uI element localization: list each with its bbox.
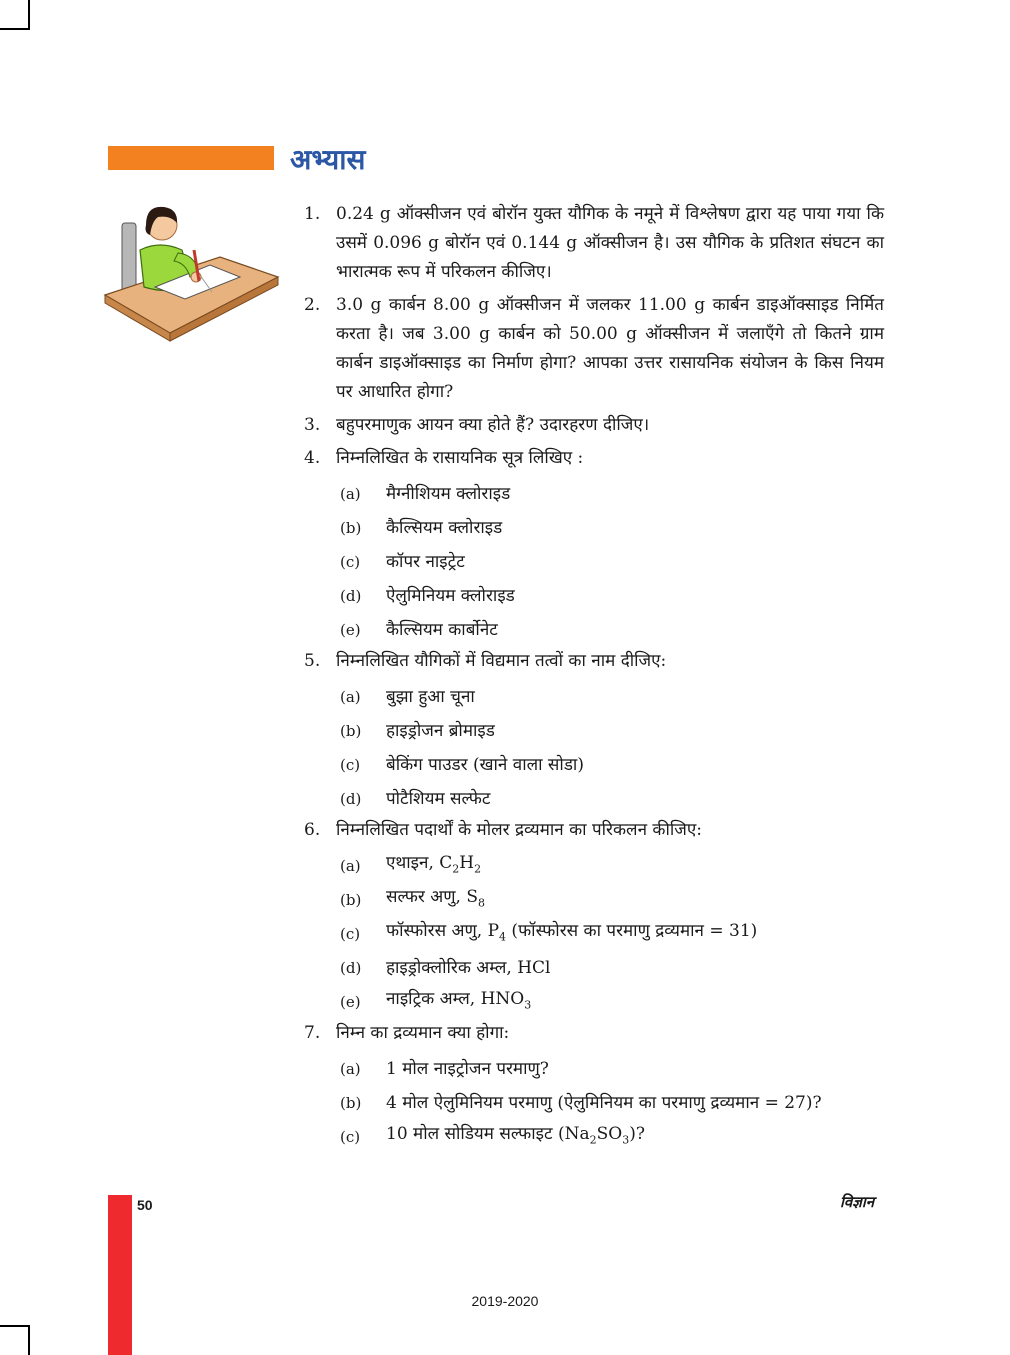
sub-question-text: [386, 985, 531, 1019]
sub-question-label: (d): [340, 958, 362, 977]
sub-question-item: [340, 985, 884, 1019]
question-text: निम्न का द्रव्यमान क्या होगा:: [336, 1023, 510, 1043]
sub-question-item: [340, 1086, 884, 1120]
sub-question-label: (c): [340, 755, 361, 774]
formula-subscript: 8: [478, 896, 485, 910]
sub-question-main-text: फॉस्फोरस अणु,: [386, 920, 488, 941]
question-number: 3.: [304, 415, 321, 435]
question-item: [304, 411, 884, 440]
formula-subscript: 2: [452, 862, 460, 876]
sub-question-item: [340, 511, 884, 545]
sub-question-main-text: हाइड्रोजन ब्रोमाइड: [386, 720, 495, 741]
sub-question-item: [340, 613, 884, 647]
sub-question-text: [386, 849, 481, 883]
header-accent-bar: [108, 146, 274, 170]
sub-question-item: [340, 917, 884, 951]
sub-question-text: [386, 1089, 822, 1118]
question-number: 7.: [304, 1023, 321, 1043]
sub-question-main-text: कैल्सियम कार्बोनेट: [386, 619, 498, 640]
sub-question-item: [340, 579, 884, 613]
formula-symbol: S: [466, 886, 478, 907]
sub-question-item: [340, 849, 884, 883]
sub-question-item: [340, 1120, 884, 1154]
girl-writing-illustration: [100, 195, 280, 345]
sub-question-label: (d): [340, 789, 362, 808]
sub-question-item: [340, 951, 884, 985]
sub-question-item: [340, 680, 884, 714]
question-text: निम्नलिखित के रासायनिक सूत्र लिखिए :: [336, 448, 584, 468]
sub-question-main-text: बुझा हुआ चूना: [386, 686, 475, 707]
question-number: 6.: [304, 820, 321, 840]
question-item: [304, 647, 884, 676]
sub-question-item: [340, 545, 884, 579]
question-item: [304, 200, 884, 287]
sub-question-trailing-text: )?: [629, 1123, 645, 1144]
book-title: विज्ञान: [840, 1193, 875, 1211]
sub-question-main-text: पोटैशियम सल्फेट: [386, 788, 491, 809]
sub-question-list: [340, 477, 884, 647]
edition-year: 2019-2020: [471, 1293, 539, 1309]
sub-question-text: [386, 616, 498, 645]
footer-accent-bar: [108, 1195, 132, 1355]
crop-mark: [0, 28, 30, 30]
sub-question-item: [340, 883, 884, 917]
question-text: निम्नलिखित यौगिकों में विद्यमान तत्वों का नाम दीजिए:: [336, 651, 667, 671]
exercise-list: [304, 200, 884, 1154]
formula-subscript: 3: [524, 998, 532, 1012]
sub-question-text: [386, 785, 490, 814]
sub-question-main-text: सल्फर अणु,: [386, 886, 467, 907]
sub-question-label: (a): [340, 1059, 361, 1078]
sub-question-label: (b): [340, 518, 362, 537]
crop-mark: [0, 1325, 30, 1327]
question-text: 3.0 g कार्बन 8.00 g ऑक्सीजन में जलकर 11.00 g कार्बन डाइऑक्साइड निर्मित करता है। जब 3.00 g कार्बन को 50.00 g ऑक्सीजन में जलाएँगे तो कितने ग्राम कार्बन डाइऑक्साइड का निर्माण होगा? आपका उत्तर रासायनिक संयोजन के किस नियम पर आधारित होगा?: [336, 295, 884, 402]
sub-question-text: [386, 1120, 645, 1154]
formula-symbol: HNO: [480, 988, 525, 1009]
sub-question-label: (b): [340, 721, 362, 740]
question-item: [304, 1019, 884, 1048]
sub-question-label: (e): [340, 620, 361, 639]
question-item: [304, 291, 884, 407]
sub-question-text: [386, 717, 495, 746]
page-title: अभ्यास: [290, 143, 366, 176]
sub-question-list: [340, 849, 884, 1019]
sub-question-text: [386, 582, 515, 611]
sub-question-label: (b): [340, 890, 362, 909]
sub-question-main-text: नाइट्रिक अम्ल,: [386, 988, 481, 1009]
sub-question-label: (c): [340, 1127, 361, 1146]
formula-subscript: 4: [499, 930, 507, 944]
sub-question-item: [340, 748, 884, 782]
sub-question-label: (c): [340, 552, 361, 571]
question-text: निम्नलिखित पदार्थों के मोलर द्रव्यमान का परिकलन कीजिए:: [336, 820, 703, 840]
sub-question-main-text: कॉपर नाइट्रेट: [386, 551, 465, 572]
sub-question-label: (d): [340, 586, 362, 605]
sub-question-main-text: एथाइन,: [386, 852, 440, 873]
sub-question-label: (c): [340, 924, 361, 943]
chemical-formula: [564, 1123, 630, 1147]
sub-question-item: [340, 1052, 884, 1086]
formula-subscript: 2: [589, 1133, 597, 1147]
sub-question-label: (a): [340, 687, 361, 706]
question-number: 1.: [304, 204, 321, 224]
formula-symbol: P: [487, 920, 500, 941]
chemical-formula: [487, 920, 507, 944]
sub-question-item: [340, 782, 884, 816]
question-number: 2.: [304, 295, 321, 315]
question-text: बहुपरमाणुक आयन क्या होते हैं? उदारहरण दीजिए।: [336, 415, 650, 435]
formula-subscript: 2: [474, 862, 482, 876]
question-item: [304, 444, 884, 473]
sub-question-item: [340, 477, 884, 511]
sub-question-text: [386, 480, 510, 509]
page-number: 50: [137, 1197, 153, 1213]
sub-question-main-text: मैग्नीशियम क्लोराइड: [386, 483, 511, 504]
formula-symbol: C: [439, 852, 453, 873]
formula-symbol: SO: [596, 1123, 623, 1144]
sub-question-main-text: 10 मोल सोडियम सल्फाइट (: [386, 1123, 565, 1144]
sub-question-trailing-text: (फॉस्फोरस का परमाणु द्रव्यमान = 31): [506, 920, 758, 941]
chemical-formula: [480, 988, 532, 1012]
sub-question-list: [340, 1052, 884, 1154]
chemical-formula: [466, 886, 485, 910]
crop-mark: [28, 0, 30, 30]
question-number: 5.: [304, 651, 321, 671]
sub-question-list: [340, 680, 884, 816]
sub-question-item: [340, 714, 884, 748]
question-text: 0.24 g ऑक्सीजन एवं बोरॉन युक्त यौगिक के नमूने में विश्लेषण द्वारा यह पाया गया कि उसमें 0.096 g बोरॉन एवं 0.144 g ऑक्सीजन है। उस यौगिक के प्रतिशत संघटन का भारात्मक रूप में परिकलन कीजिए।: [336, 204, 884, 282]
crop-mark: [28, 1325, 30, 1355]
sub-question-main-text: 1 मोल नाइट्रोजन परमाणु?: [386, 1058, 549, 1079]
sub-question-text: [386, 954, 551, 983]
sub-question-text: [386, 751, 584, 780]
sub-question-label: (a): [340, 484, 361, 503]
sub-question-main-text: ऐलुमिनियम क्लोराइड: [386, 585, 515, 606]
formula-symbol: Na: [564, 1123, 590, 1144]
sub-question-text: [386, 917, 757, 951]
sub-question-text: [386, 883, 485, 917]
question-number: 4.: [304, 448, 321, 468]
sub-question-text: [386, 548, 465, 577]
chemical-formula: [439, 852, 482, 876]
sub-question-text: [386, 1055, 549, 1084]
formula-subscript: 3: [622, 1133, 630, 1147]
sub-question-label: (a): [340, 856, 361, 875]
sub-question-main-text: 4 मोल ऐलुमिनियम परमाणु (ऐलुमिनियम का परमाणु द्रव्यमान = 27)?: [386, 1092, 822, 1113]
sub-question-label: (b): [340, 1093, 362, 1112]
sub-question-main-text: बेकिंग पाउडर (खाने वाला सोडा): [386, 754, 584, 775]
formula-symbol: H: [459, 852, 475, 873]
sub-question-text: [386, 514, 502, 543]
sub-question-main-text: कैल्सियम क्लोराइड: [386, 517, 503, 538]
question-item: [304, 816, 884, 845]
sub-question-label: (e): [340, 992, 361, 1011]
sub-question-text: [386, 683, 475, 712]
sub-question-main-text: हाइड्रोक्लोरिक अम्ल, HCl: [386, 957, 551, 978]
